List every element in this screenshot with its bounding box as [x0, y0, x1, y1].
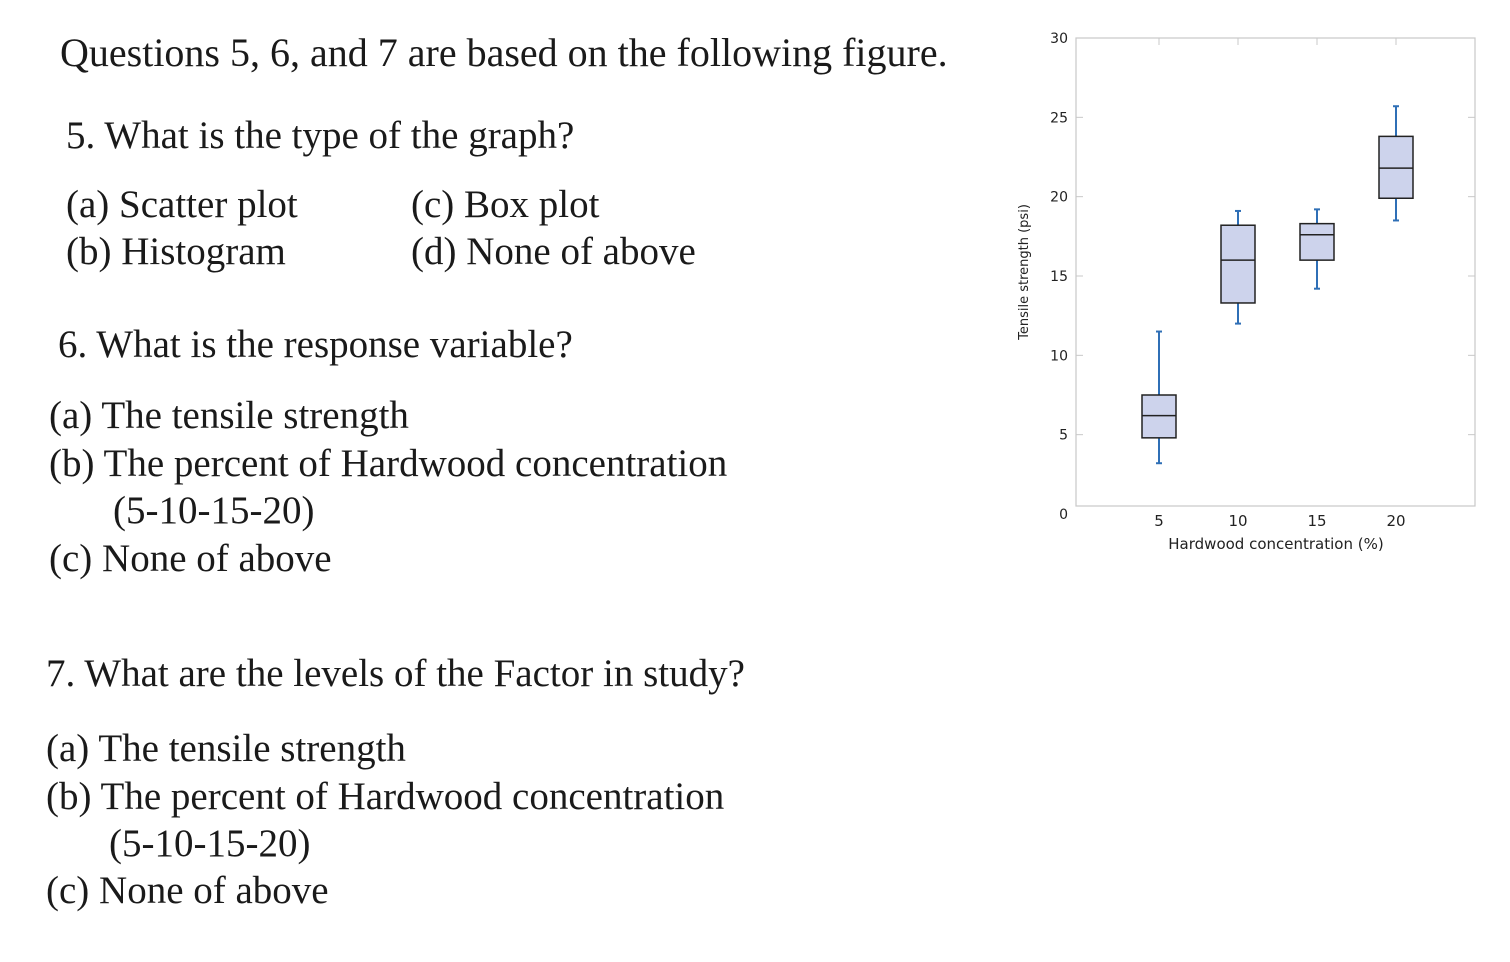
box-series	[1142, 106, 1413, 463]
y-tick-label: 15	[1050, 269, 1068, 285]
question-6: 6. What is the response variable?	[58, 323, 573, 366]
y-tick-label: 20	[1050, 189, 1068, 206]
y-tick-label: 5	[1059, 427, 1068, 444]
x-axis-ticks	[1154, 38, 1405, 530]
q7-option-b-values: (5-10-15-20)	[109, 822, 311, 865]
q5-option-c: (c) Box plot	[411, 183, 600, 226]
box	[1142, 395, 1176, 438]
box-group-20	[1379, 106, 1413, 220]
y-tick-label: 30	[1050, 31, 1068, 47]
q7-option-b: (b) The percent of Hardwood concentration	[46, 775, 725, 818]
box	[1221, 225, 1255, 303]
box-group-15	[1300, 209, 1334, 288]
x-tick-label: 15	[1307, 512, 1327, 530]
y-tick-label: 0	[1059, 507, 1068, 523]
q7-option-c: (c) None of above	[46, 869, 329, 912]
intro-text: Questions 5, 6, and 7 are based on the following figure.	[60, 30, 948, 75]
q6-option-b-values: (5-10-15-20)	[113, 489, 315, 532]
y-axis-ticks	[1050, 31, 1475, 523]
x-tick-label: 5	[1154, 512, 1164, 530]
y-tick-label: 25	[1050, 110, 1068, 127]
question-5: 5. What is the type of the graph?	[66, 114, 575, 157]
q5-option-b: (b) Histogram	[66, 230, 286, 273]
y-axis-label: Tensile strength (psi)	[1017, 204, 1032, 340]
plot-area-frame	[1076, 38, 1475, 506]
y-tick-label: 10	[1050, 348, 1068, 365]
x-tick-label: 10	[1228, 512, 1248, 530]
q6-option-b: (b) The percent of Hardwood concentration	[49, 442, 728, 485]
q6-option-c: (c) None of above	[49, 537, 332, 580]
q5-option-d: (d) None of above	[411, 230, 696, 273]
box-group-5	[1142, 332, 1176, 464]
question-7: 7. What are the levels of the Factor in study?	[46, 652, 745, 695]
box	[1300, 224, 1334, 260]
q7-option-a: (a) The tensile strength	[46, 727, 406, 770]
box-group-10	[1221, 211, 1255, 324]
box-plot-chart	[1008, 22, 1488, 567]
q5-option-a: (a) Scatter plot	[66, 183, 298, 226]
x-tick-label: 20	[1386, 512, 1406, 530]
x-axis-label: Hardwood concentration (%)	[1168, 535, 1384, 553]
box	[1379, 136, 1413, 198]
q6-option-a: (a) The tensile strength	[49, 394, 409, 437]
